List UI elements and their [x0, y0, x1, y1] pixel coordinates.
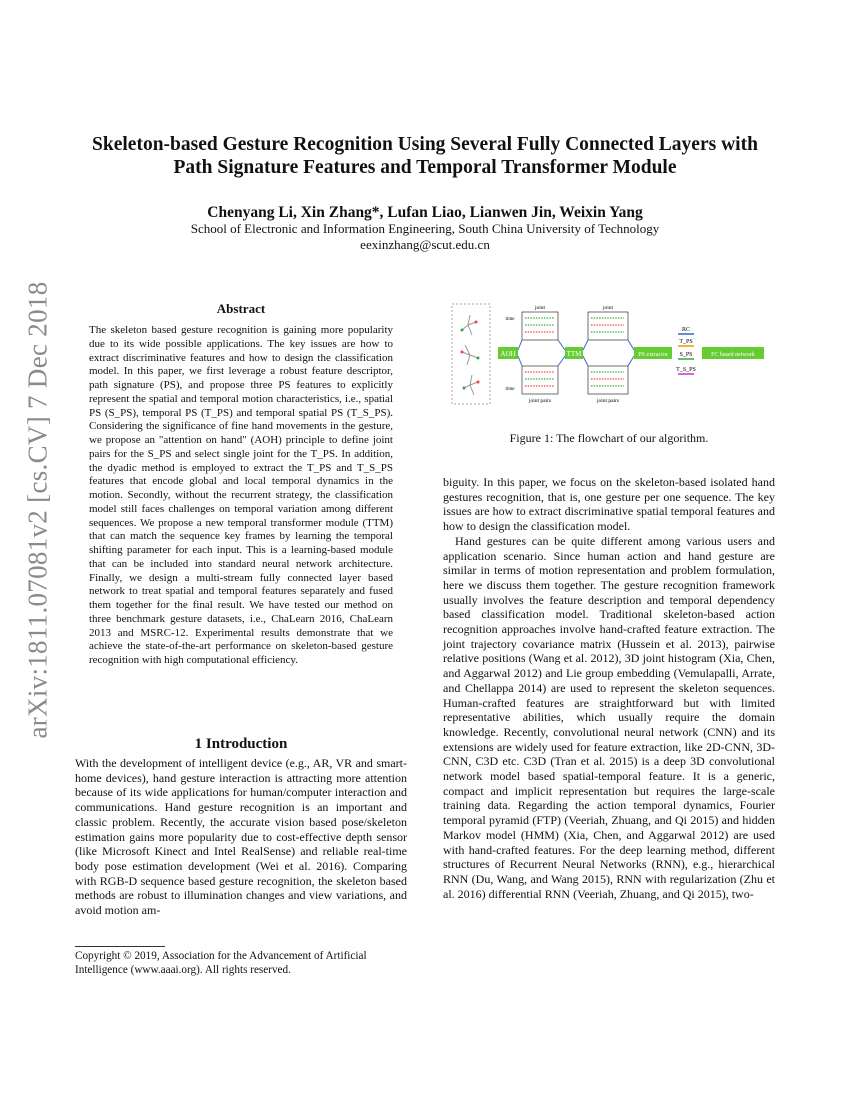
t-ps-label: T_PS	[679, 339, 693, 345]
figure-caption: Figure 1: The flowchart of our algorithm.	[509, 431, 709, 445]
time-label-2: time	[505, 387, 515, 392]
rc-label: RC	[681, 327, 691, 333]
flowchart-svg	[450, 300, 770, 410]
email: eexinzhang@scut.edu.cn	[360, 237, 490, 252]
affiliation-block	[60, 221, 790, 253]
right-paragraph-1: biguity. In this paper, we focus on the skeleton-based isolated hand gestures recognition, that is, one gesture per one sequence. The key issues are how to extract discriminative spatial temporal features and how to design the classification model.	[443, 475, 775, 534]
joint-pairs-label-1: joint pairs	[528, 398, 552, 404]
flowchart-figure	[450, 300, 770, 410]
s-ps-label: S_PS	[679, 352, 693, 358]
abstract-text: The skeleton based gesture recognition is gaining more popularity due to its wide possible applications. The key issues are how to extract discriminative features and how to design the classification model. In this paper, we first leverage a robust feature descriptor, path signature (PS), and propose three PS features to explicitly represent the spatial and temporal motion characteristics, i.e., spatial PS (S_PS), temporal PS (T_PS) and temporal spatial PS (T_S_PS). Considering the significance of fine hand movements in the gesture, we propose an "attention on hand" (AOH) principle to define joint pairs for the S_PS and select single joint for the T_PS. In addition, the dyadic method is employed to extract the T_PS and T_S_PS features that encode global and local temporal dynamics in the motion. Secondly, without the recurrent strategy, the classification model still faces challenges on temporal variation among different sequences. We propose a new temporal transformer module (TTM) that can match the sequence key frames by learning the temporal shifting parameter for each input. This is a learning-based module that can be included into standard neural network architecture. Finally, we design a multi-stream fully connected layer based network to treat spatial and temporal features separately and fused them together for the final result. We have tested our method on three benchmark gesture datasets, i.e., ChaLearn 2016, ChaLearn 2013 and MSRC-12. Experimental results demonstrate that we achieve the state-of-the-art performance on skeleton-based gesture recognition with high computational efficiency.	[89, 324, 393, 666]
title-line-2: Path Signature Features and Temporal Transformer Module	[173, 157, 677, 178]
right-paragraph-2: Hand gestures can be quite different among various users and application scenario. Since human action and hand gesture are similar in terms of motion representation and problem formulation, here we discuss them together. The gesture recognition framework usually involves the feature description and temporal dependency based classification model. Traditional skeleton-based action recognition approaches involve hand-crafted feature extraction. The joint trajectory covariance matrix (Hussein et al. 2013), pairwise relative positions (Wang et al. 2012), 3D joint histogram (Xia, Chen, and Aggarwal 2012) and Lie group embedding (Vemulapalli, Arrate, and Chellappa 2014) are used to represent the skeleton sequences. Human-crafted features are straightforward but with limited representative abilities, which usually require the domain knowledge. Recently, convolutional neural network (CNN) and its extensions are widely used for feature extraction, like 2D-CNN, 3D-CNN, C3D etc. C3D (Tran et al. 2015) is a deep 3D convolutional network model based spatial-temporal feature. It is a generic, compact and implicit representation but requires the large-scale training data. Regarding the action temporal dynamics, Fourier temporal pyramid (FTP) (Veeriah, Zhuang, and Qi 2015) and hidden Markov model (HMM) (Xia, Chen, and Aggarwal 2012) are used with hand-crafted features. For the deep learning method, different structures of Recurrent Neural Networks (RNN), e.g., hierarchical RNN (Du, Wang, and Wang 2015), RNN with regularization (Zhu et al. 2016) differential RNN (Veeriah, Zhuang, and Qi 2015), two-	[443, 533, 775, 901]
aoh-label: AOH	[500, 350, 516, 358]
abstract-heading: Abstract	[216, 301, 266, 316]
copyright-note: Copyright © 2019, Association for the Advancement of Artificial Intelligence (www.aaai.org). All rights reserved.	[75, 950, 367, 976]
joint-pairs-label-2: joint pairs	[596, 398, 620, 404]
fc-network-label: FC based network	[711, 352, 755, 358]
t-s-ps-label: T_S_PS	[676, 367, 696, 373]
footnote-rule	[75, 946, 165, 947]
ttm-label: TTM	[566, 350, 582, 358]
arxiv-stamp: arXiv:1811.07081v2 [cs.CV] 7 Dec 2018	[22, 281, 53, 739]
ps-extractor-label: PS extractor	[638, 352, 668, 358]
joint-label-1: joint	[534, 305, 546, 311]
paper-title	[60, 133, 790, 179]
joint-label-2: joint	[602, 305, 614, 311]
time-label-1: time	[505, 317, 515, 322]
right-column-text	[443, 475, 775, 901]
intro-text: With the development of intelligent device (e.g., AR, VR and smart-home devices), hand gesture interaction is attracting more attention because of its wide applications for human/computer interaction and communications. Hand gesture recognition is an important and classic problem. Recently, the accurate vision based pose/skeleton estimation gains more popularity due to cost-effective depth sensor (like Microsoft Kinect and Intel RealSense) and reliable real-time body pose estimation development (Wei et al. 2016). Comparing with RGB-D sequence based gesture recognition, the skeleton based methods are robust to illumination changes and view variations, and avoid motion am-	[75, 756, 407, 918]
section-heading: 1 Introduction	[194, 736, 288, 752]
affiliation: School of Electronic and Information Engineering, South China University of Technology	[190, 221, 660, 236]
title-line-1: Skeleton-based Gesture Recognition Using Several Fully Connected Layers with	[92, 134, 758, 155]
authors: Chenyang Li, Xin Zhang*, Lufan Liao, Lianwen Jin, Weixin Yang	[207, 204, 643, 221]
